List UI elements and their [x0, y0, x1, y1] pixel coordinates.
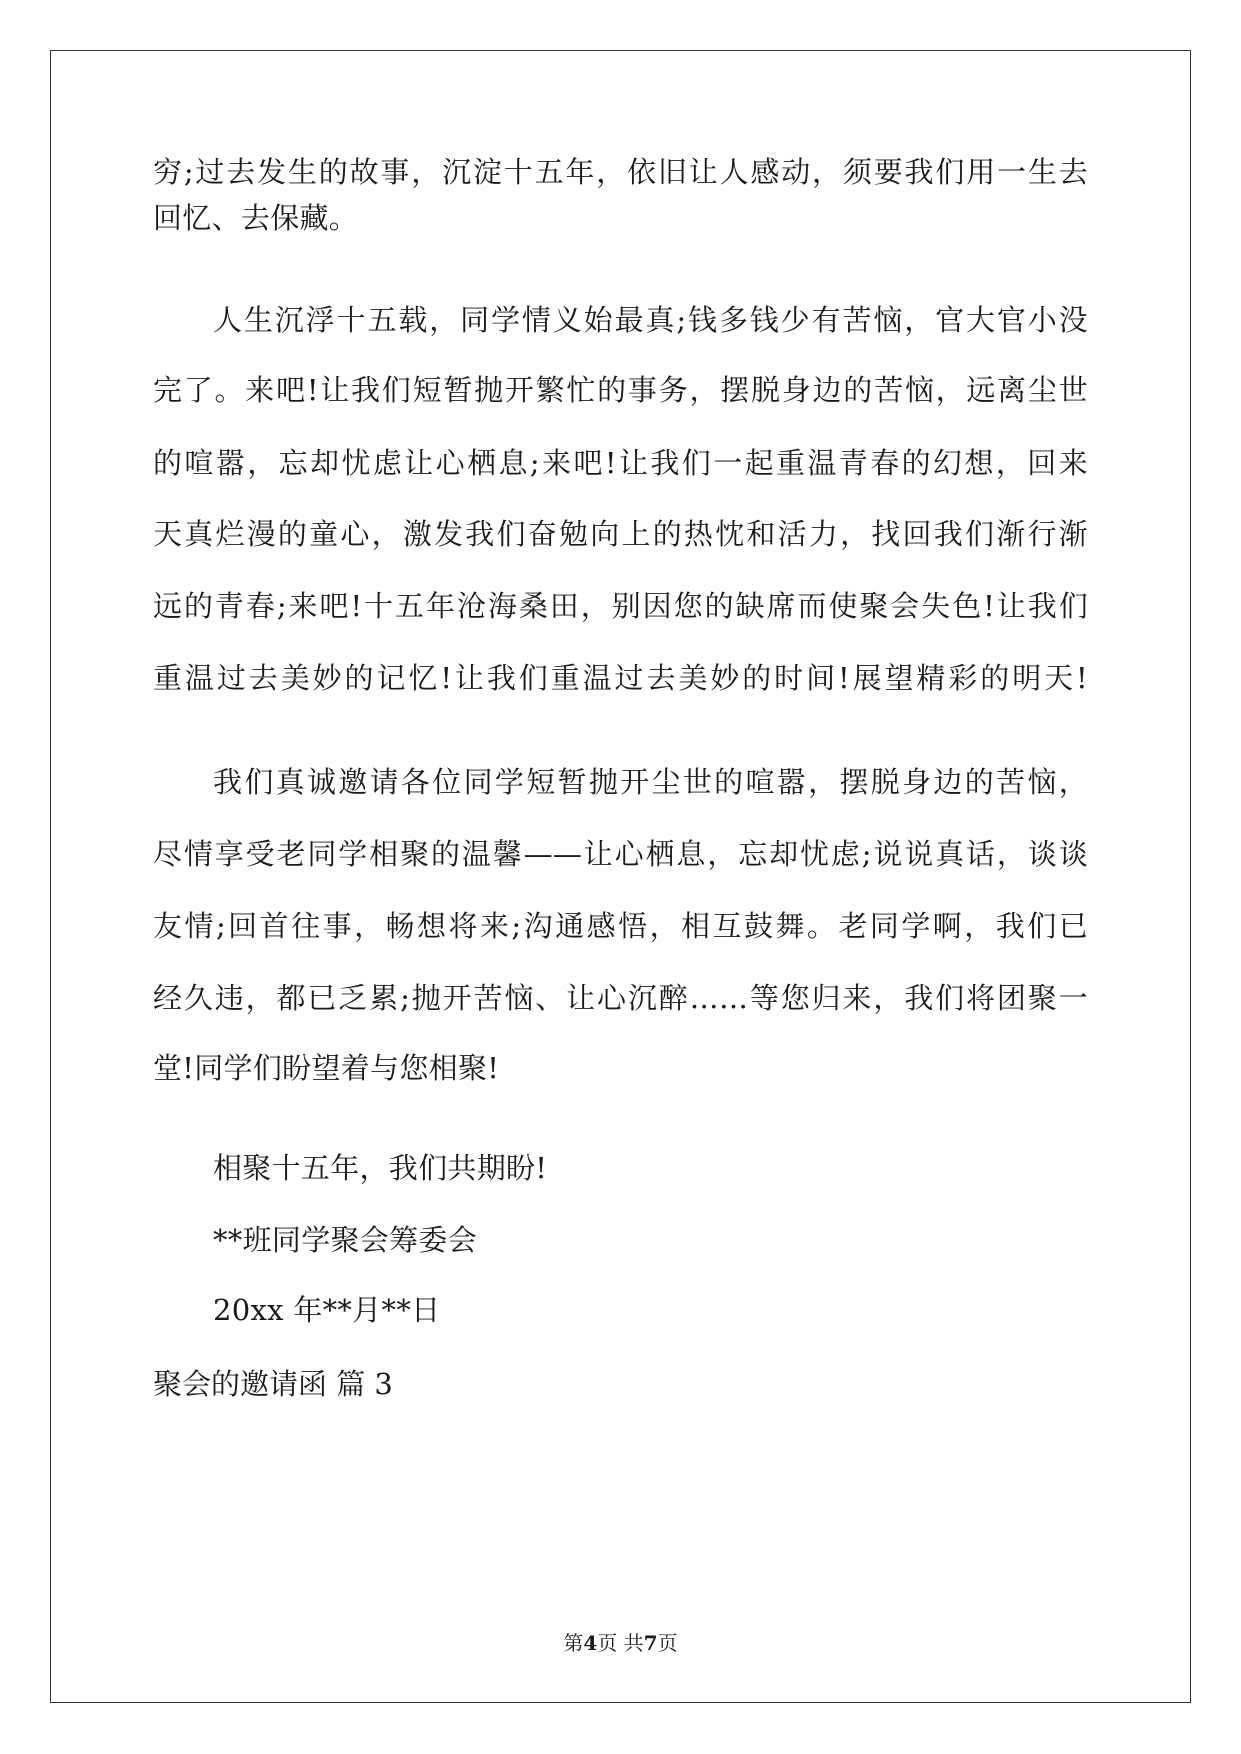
paragraph-line: 天真烂漫的童心，激发我们奋勉向上的热忱和活力，找回我们渐行渐 — [153, 517, 1088, 551]
paragraph-line: 我们真诚邀请各位同学短暂抛开尘世的喧嚣，摆脱身边的苦恼， — [213, 765, 1088, 799]
paragraph-line: 穷;过去发生的故事，沉淀十五年，依旧让人感动，须要我们用一生去 — [153, 155, 1088, 189]
paragraph-line: 友情;回首往事，畅想将来;沟通感悟，相互鼓舞。老同学啊，我们已 — [153, 909, 1088, 943]
paragraph-line: 的喧嚣，忘却忧虑让心栖息;来吧!让我们一起重温青春的幻想，回来 — [153, 446, 1088, 480]
footer-total-pages: 7 — [643, 1631, 658, 1655]
footer-suffix: 页 — [657, 1631, 678, 1655]
closing-line: 相聚十五年，我们共期盼! — [213, 1151, 548, 1185]
signature-committee: **班同学聚会筹委会 — [213, 1223, 478, 1257]
paragraph-line: 重温过去美妙的记忆!让我们重温过去美妙的时间!展望精彩的明天! — [153, 661, 1088, 695]
page-footer — [0, 1630, 1241, 1656]
footer-prefix: 第 — [563, 1631, 584, 1655]
paragraph-line: 堂!同学们盼望着与您相聚! — [153, 1051, 500, 1085]
footer-middle: 页 共 — [597, 1631, 644, 1655]
section-heading: 聚会的邀请函 篇 3 — [153, 1367, 393, 1401]
paragraph-line: 远的青春;来吧!十五年沧海桑田，别因您的缺席而使聚会失色!让我们 — [153, 589, 1088, 623]
paragraph-line: 人生沉浮十五载，同学情义始最真;钱多钱少有苦恼，官大官小没 — [213, 303, 1088, 337]
paragraph-line: 经久违，都已乏累;抛开苦恼、让心沉醉……等您归来，我们将团聚一 — [153, 981, 1088, 1015]
signature-date: 20xx 年**月**日 — [213, 1293, 441, 1327]
page-border — [50, 50, 1191, 1703]
paragraph-line: 回忆、去保藏。 — [153, 201, 359, 235]
footer-current-page: 4 — [583, 1631, 598, 1655]
paragraph-line: 完了。来吧!让我们短暂抛开繁忙的事务，摆脱身边的苦恼，远离尘世 — [153, 373, 1088, 407]
paragraph-line: 尽情享受老同学相聚的温馨——让心栖息，忘却忧虑;说说真话，谈谈 — [153, 837, 1088, 871]
